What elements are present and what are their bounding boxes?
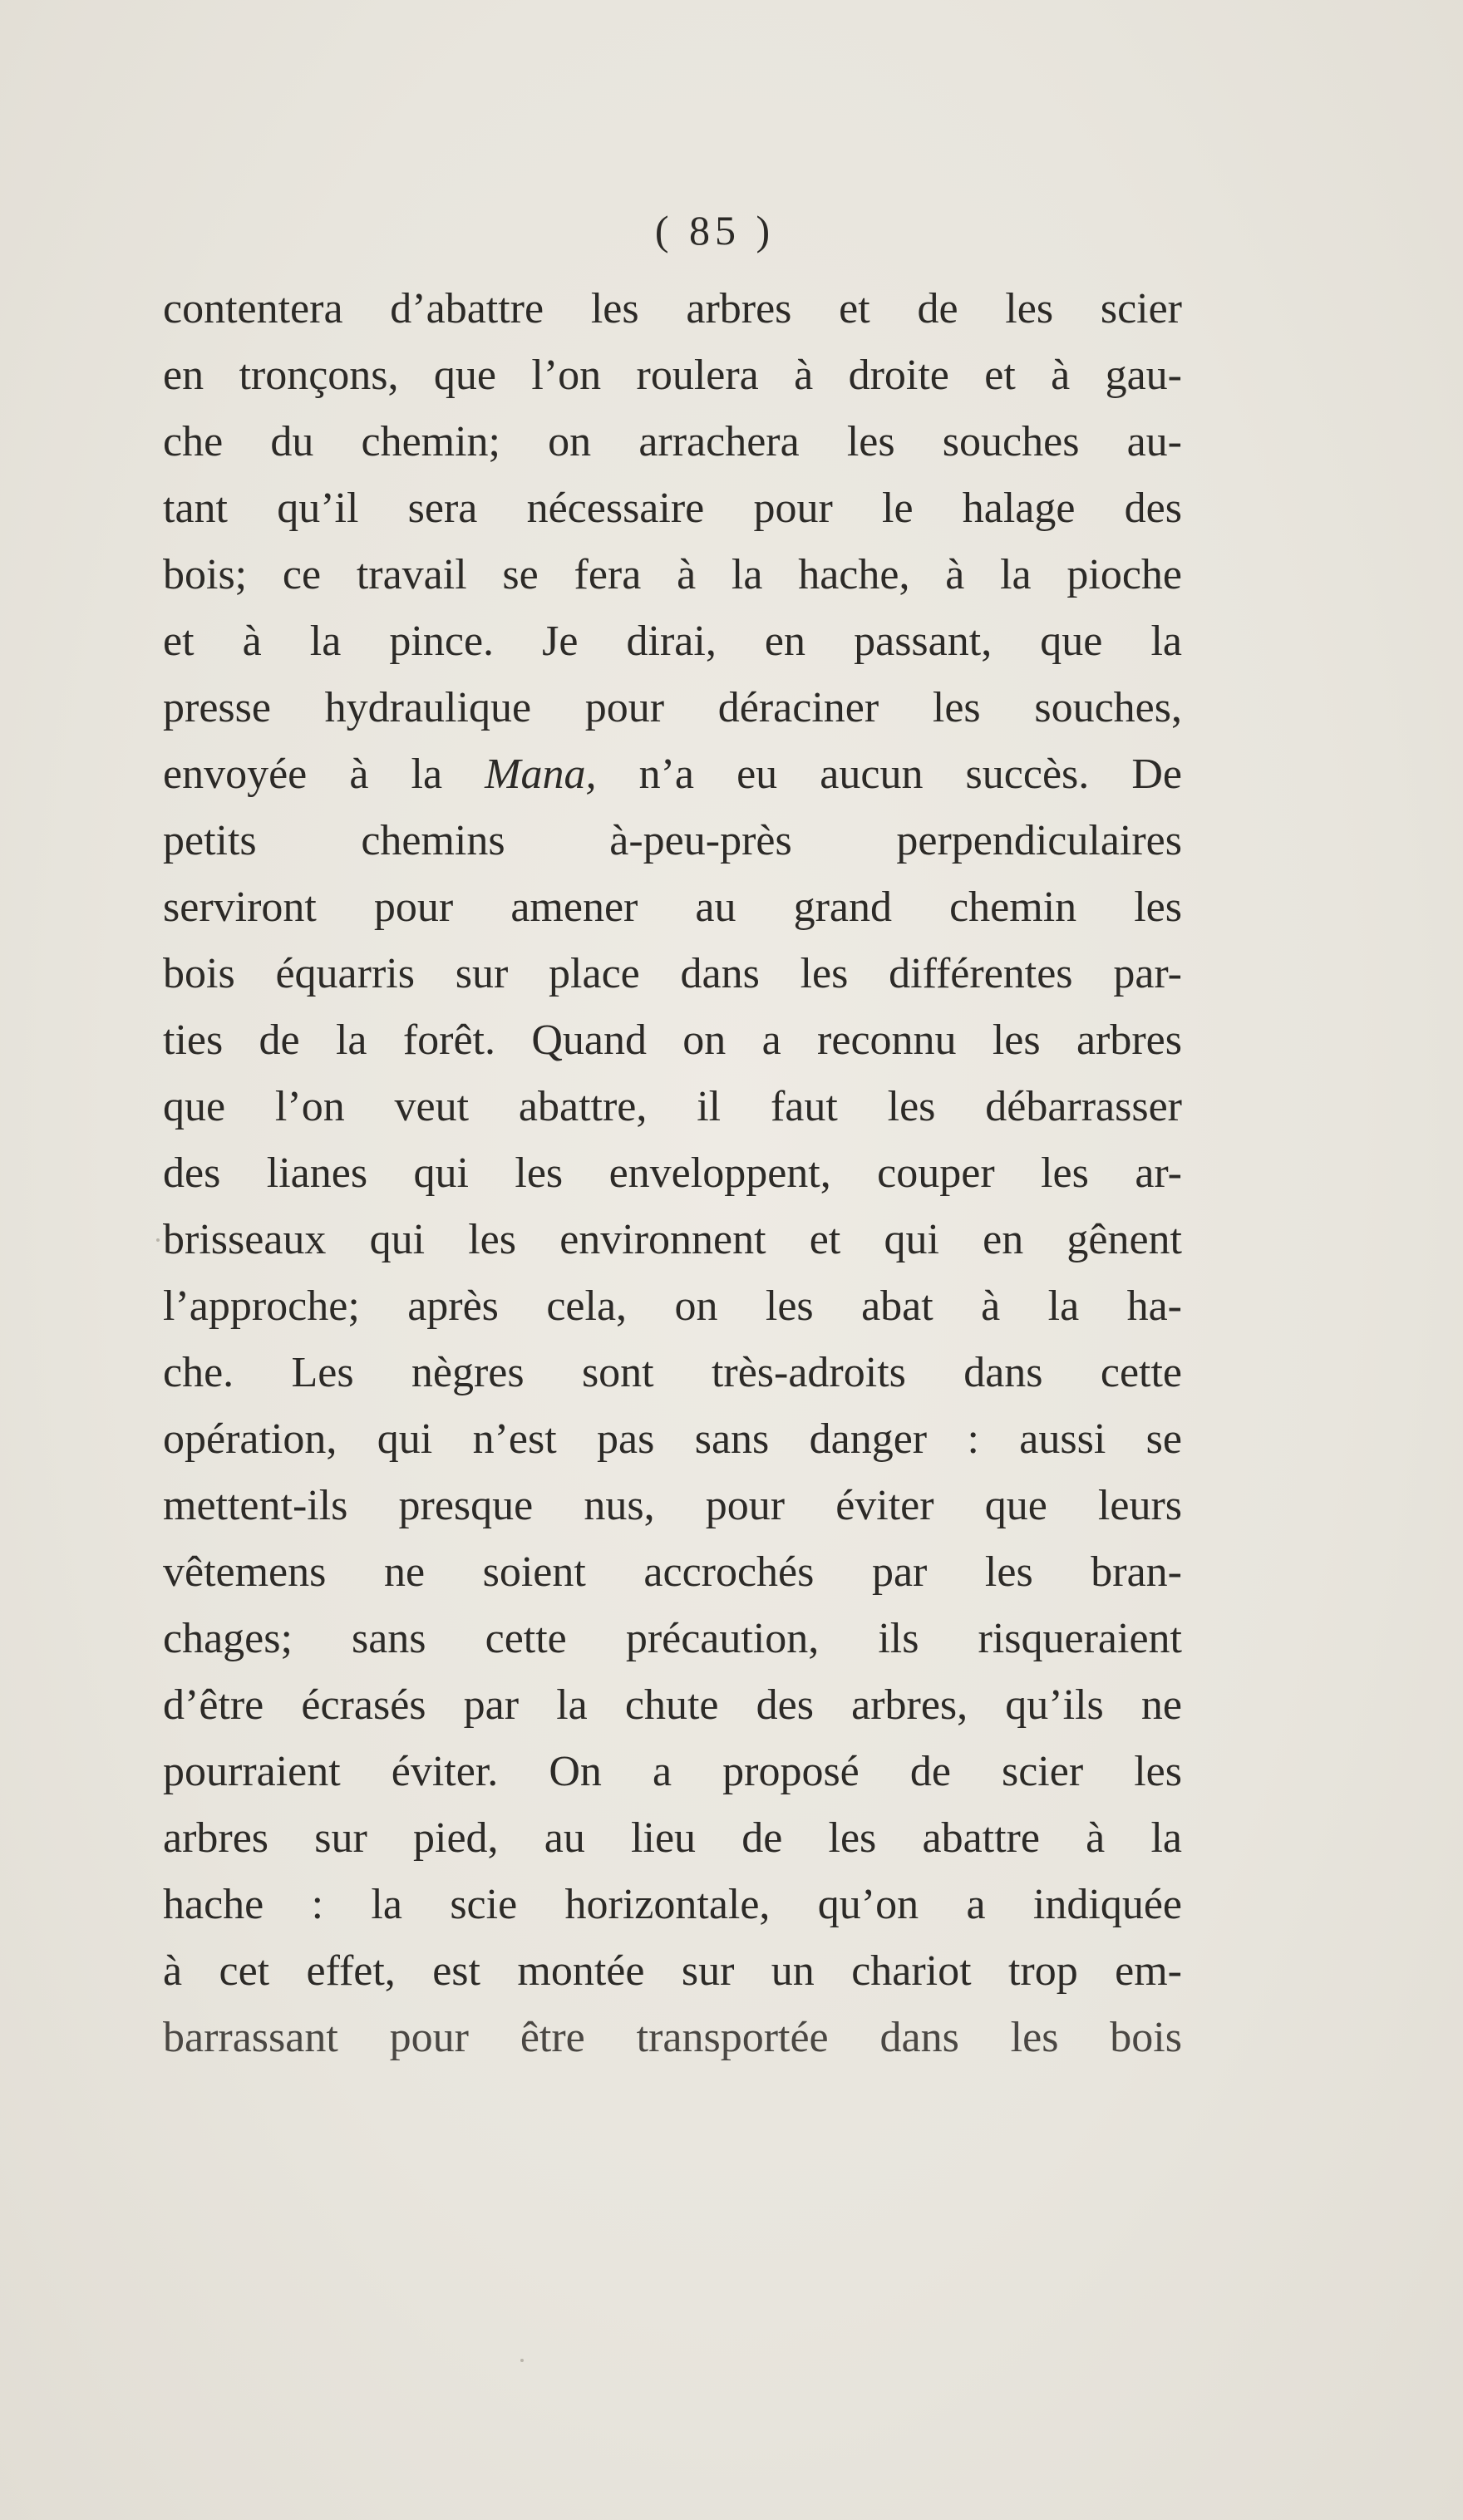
text-line: en tronçons, que l’on roulera à droite et à gau- (163, 352, 1182, 399)
page-number: ( 85 ) (654, 207, 776, 253)
italic-place-name: Mana, (485, 751, 597, 798)
text-line: petits chemins à-peu-près perpendiculaires (163, 817, 1182, 864)
paper-speck (520, 2359, 524, 2362)
text-line: tant qu’il sera nécessaire pour le halage des (163, 485, 1182, 532)
text-line: vêtemens ne soient accrochés par les bran- (163, 1548, 1182, 1596)
text-line: pourraient éviter. On a proposé de scier les (163, 1748, 1182, 1795)
text-line: contentera d’abattre les arbres et de les scier (163, 285, 1182, 332)
text-line: ties de la forêt. Quand on a reconnu les arbres (163, 1016, 1182, 1064)
text-line: hache : la scie horizontale, qu’on a indiquée (163, 1881, 1182, 1928)
text-line-with-italic (163, 741, 1182, 808)
text-line: arbres sur pied, au lieu de les abattre à la (163, 1814, 1182, 1862)
text-line: opération, qui n’est pas sans danger : aussi se (163, 1415, 1182, 1463)
text-line: que l’on veut abattre, il faut les débarrasser (163, 1083, 1182, 1130)
body-text (163, 276, 1182, 2071)
text-line: che du chemin; on arrachera les souches au- (163, 418, 1182, 465)
paper-speck (156, 1238, 160, 1242)
text-line: d’être écrasés par la chute des arbres, qu’ils ne (163, 1681, 1182, 1729)
text-segment: n’a eu aucun succès. De (596, 751, 1182, 798)
text-line: chages; sans cette précaution, ils risqueraient (163, 1615, 1182, 1662)
text-line: che. Les nègres sont très-adroits dans cette (163, 1349, 1182, 1396)
text-segment: envoyée à la (163, 751, 485, 798)
text-line: presse hydraulique pour déraciner les souches, (163, 684, 1182, 731)
text-line: des lianes qui les enveloppent, couper les ar- (163, 1149, 1182, 1197)
text-line: brisseaux qui les environnent et qui en gênent (163, 1216, 1182, 1263)
text-line: mettent-ils presque nus, pour éviter que leurs (163, 1482, 1182, 1529)
text-line: barrassant pour être transportée dans les bois (163, 2014, 1182, 2061)
text-line: serviront pour amener au grand chemin les (163, 883, 1182, 931)
text-line: bois; ce travail se fera à la hache, à la pioche (163, 551, 1182, 598)
text-line: et à la pince. Je dirai, en passant, que la (163, 618, 1182, 665)
text-line: bois équarris sur place dans les différentes par- (163, 950, 1182, 997)
text-line: l’approche; après cela, on les abat à la ha- (163, 1282, 1182, 1330)
text-line: à cet effet, est montée sur un chariot trop em- (163, 1947, 1182, 1995)
